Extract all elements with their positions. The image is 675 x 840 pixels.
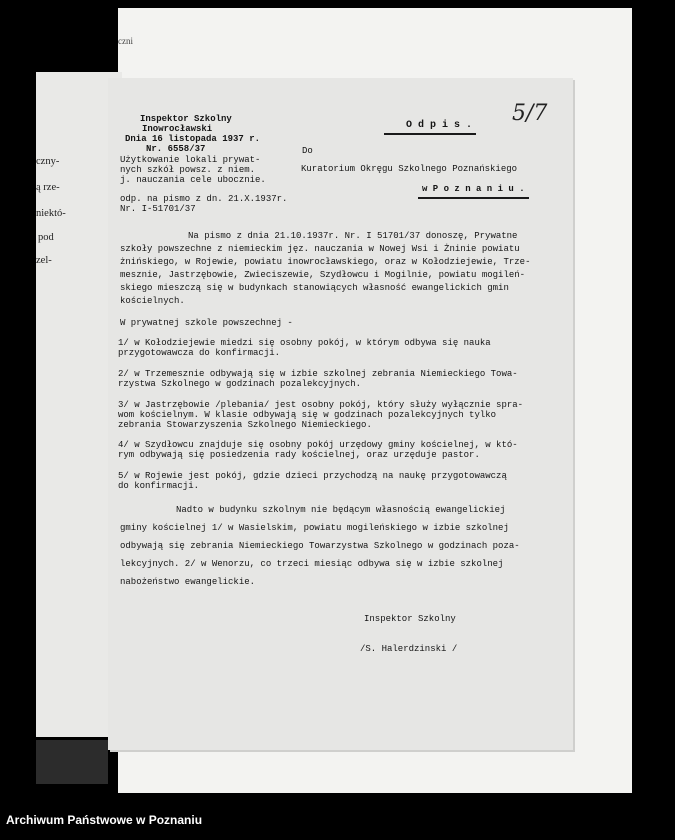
addressee-city: w P o z n a n i u . [418, 184, 529, 199]
body-line: żnińskiego, w Rojewie, powiatu inowrocławskiego, oraz w Kołodziejewie, Trze- [120, 257, 531, 267]
list-item-line: rym odbywają się posiedzenia rady kościelnej, oraz urzęduje pastor. [118, 450, 480, 460]
document-page [108, 78, 573, 750]
handwritten-page-number: 5/7 [512, 101, 548, 126]
subject-line: Użytkowanie lokali prywat- [120, 155, 261, 165]
list-item-line: przygotowawcza do konfirmacji. [118, 348, 281, 358]
list-item-line: 1/ w Kołodziejewie miedzi się osobny pokój, w którym odbywa się nauka [118, 338, 491, 348]
sender-line: Nr. 6558/37 [146, 144, 206, 154]
reference-line: odp. na pismo z dn. 21.X.1937r. [120, 194, 288, 204]
left-sheet-line: pod [38, 232, 54, 243]
reference-line: Nr. I-51701/37 [120, 204, 196, 214]
list-item-line: do konfirmacji. [118, 481, 200, 491]
archive-label: Archiwum Państwowe w Poznaniu [6, 813, 203, 827]
list-item-line: rzystwa Szkolnego w godzinach pozalekcyjnych. [118, 379, 362, 389]
signature-title: Inspektor Szkolny [364, 614, 456, 624]
body-line: Nadto w budynku szkolnym nie będącym własnością ewangelickiej [176, 505, 506, 515]
list-item-line: 3/ w Jastrzębowie /plebania/ jest osobny pokój, który służy wyłącznie spra- [118, 400, 524, 410]
body-line: odbywają się zebrania Niemieckiego Towarzystwa Szkolnego w godzinach poza- [120, 541, 520, 551]
addressee: Kuratorium Okręgu Szkolnego Poznańskiego [301, 164, 518, 174]
body-line: szkoły powszechne z niemieckim jęz. nauczania w Nowej Wsi i Żninie powiatu [120, 244, 520, 254]
sender-line: Inowrocławski [142, 124, 213, 134]
list-item-line: wom kościelnym. W klasie odbywają się w godzinach pozalekcyjnych tylko [118, 410, 497, 420]
subject-line: nych szkół powsz. z niem. [120, 165, 256, 175]
left-sheet-line: zel- [36, 255, 52, 266]
back-sheet-clip-text: czni [118, 36, 133, 46]
body-line: Na pismo z dnia 21.10.1937r. Nr. I 51701/37 donoszę, Prywatne [188, 231, 518, 241]
left-sheet-line: czny- [36, 156, 60, 167]
body-line: nabożeństwo ewangelickie. [120, 577, 256, 587]
body-line: lekcyjnych. 2/ w Wenorzu, co trzeci miesiąc odbywa się w izbie szkolnej [120, 559, 504, 569]
list-item-line: 4/ w Szydłowcu znajduje się osobny pokój urzędowy gminy kościelnej, w któ- [118, 440, 518, 450]
left-sheet-line: ą rze- [36, 182, 60, 193]
sender-line: Inspektor Szkolny [140, 114, 232, 124]
body-line: kościelnych. [120, 296, 185, 306]
list-item-line: zebrania Stowarzyszenia Szkolnego Niemieckiego. [118, 420, 372, 430]
left-sheet-shadow [36, 740, 108, 784]
copy-label: O d p i s . [384, 120, 476, 135]
list-item-line: 5/ w Rojewie jest pokój, gdzie dzieci przychodzą na naukę przygotowawczą [118, 471, 507, 481]
list-intro: W prywatnej szkole powszechnej - [120, 318, 293, 328]
signature-name: /S. Halerdzinski / [360, 644, 458, 654]
sender-line: Dnia 16 listopada 1937 r. [125, 134, 261, 144]
body-line: skiego mieszczą się w budynkach stanowiących własność ewangelickich gmin [120, 283, 509, 293]
left-sheet-line: niektó- [36, 208, 66, 219]
to-prefix: Do [302, 146, 313, 156]
list-item-line: 2/ w Trzemesznie odbywają się w izbie szkolnej zebrania Niemieckiego Towa- [118, 369, 518, 379]
subject-line: j. nauczania cele ubocznie. [120, 175, 266, 185]
body-line: gminy kościelnej 1/ w Wasielskim, powiatu mogileńskiego w izbie szkolnej [120, 523, 509, 533]
body-line: mesznie, Jastrzębowie, Zwieciszewie, Szydłowcu i Mogilnie, powiatu mogileń- [120, 270, 526, 280]
